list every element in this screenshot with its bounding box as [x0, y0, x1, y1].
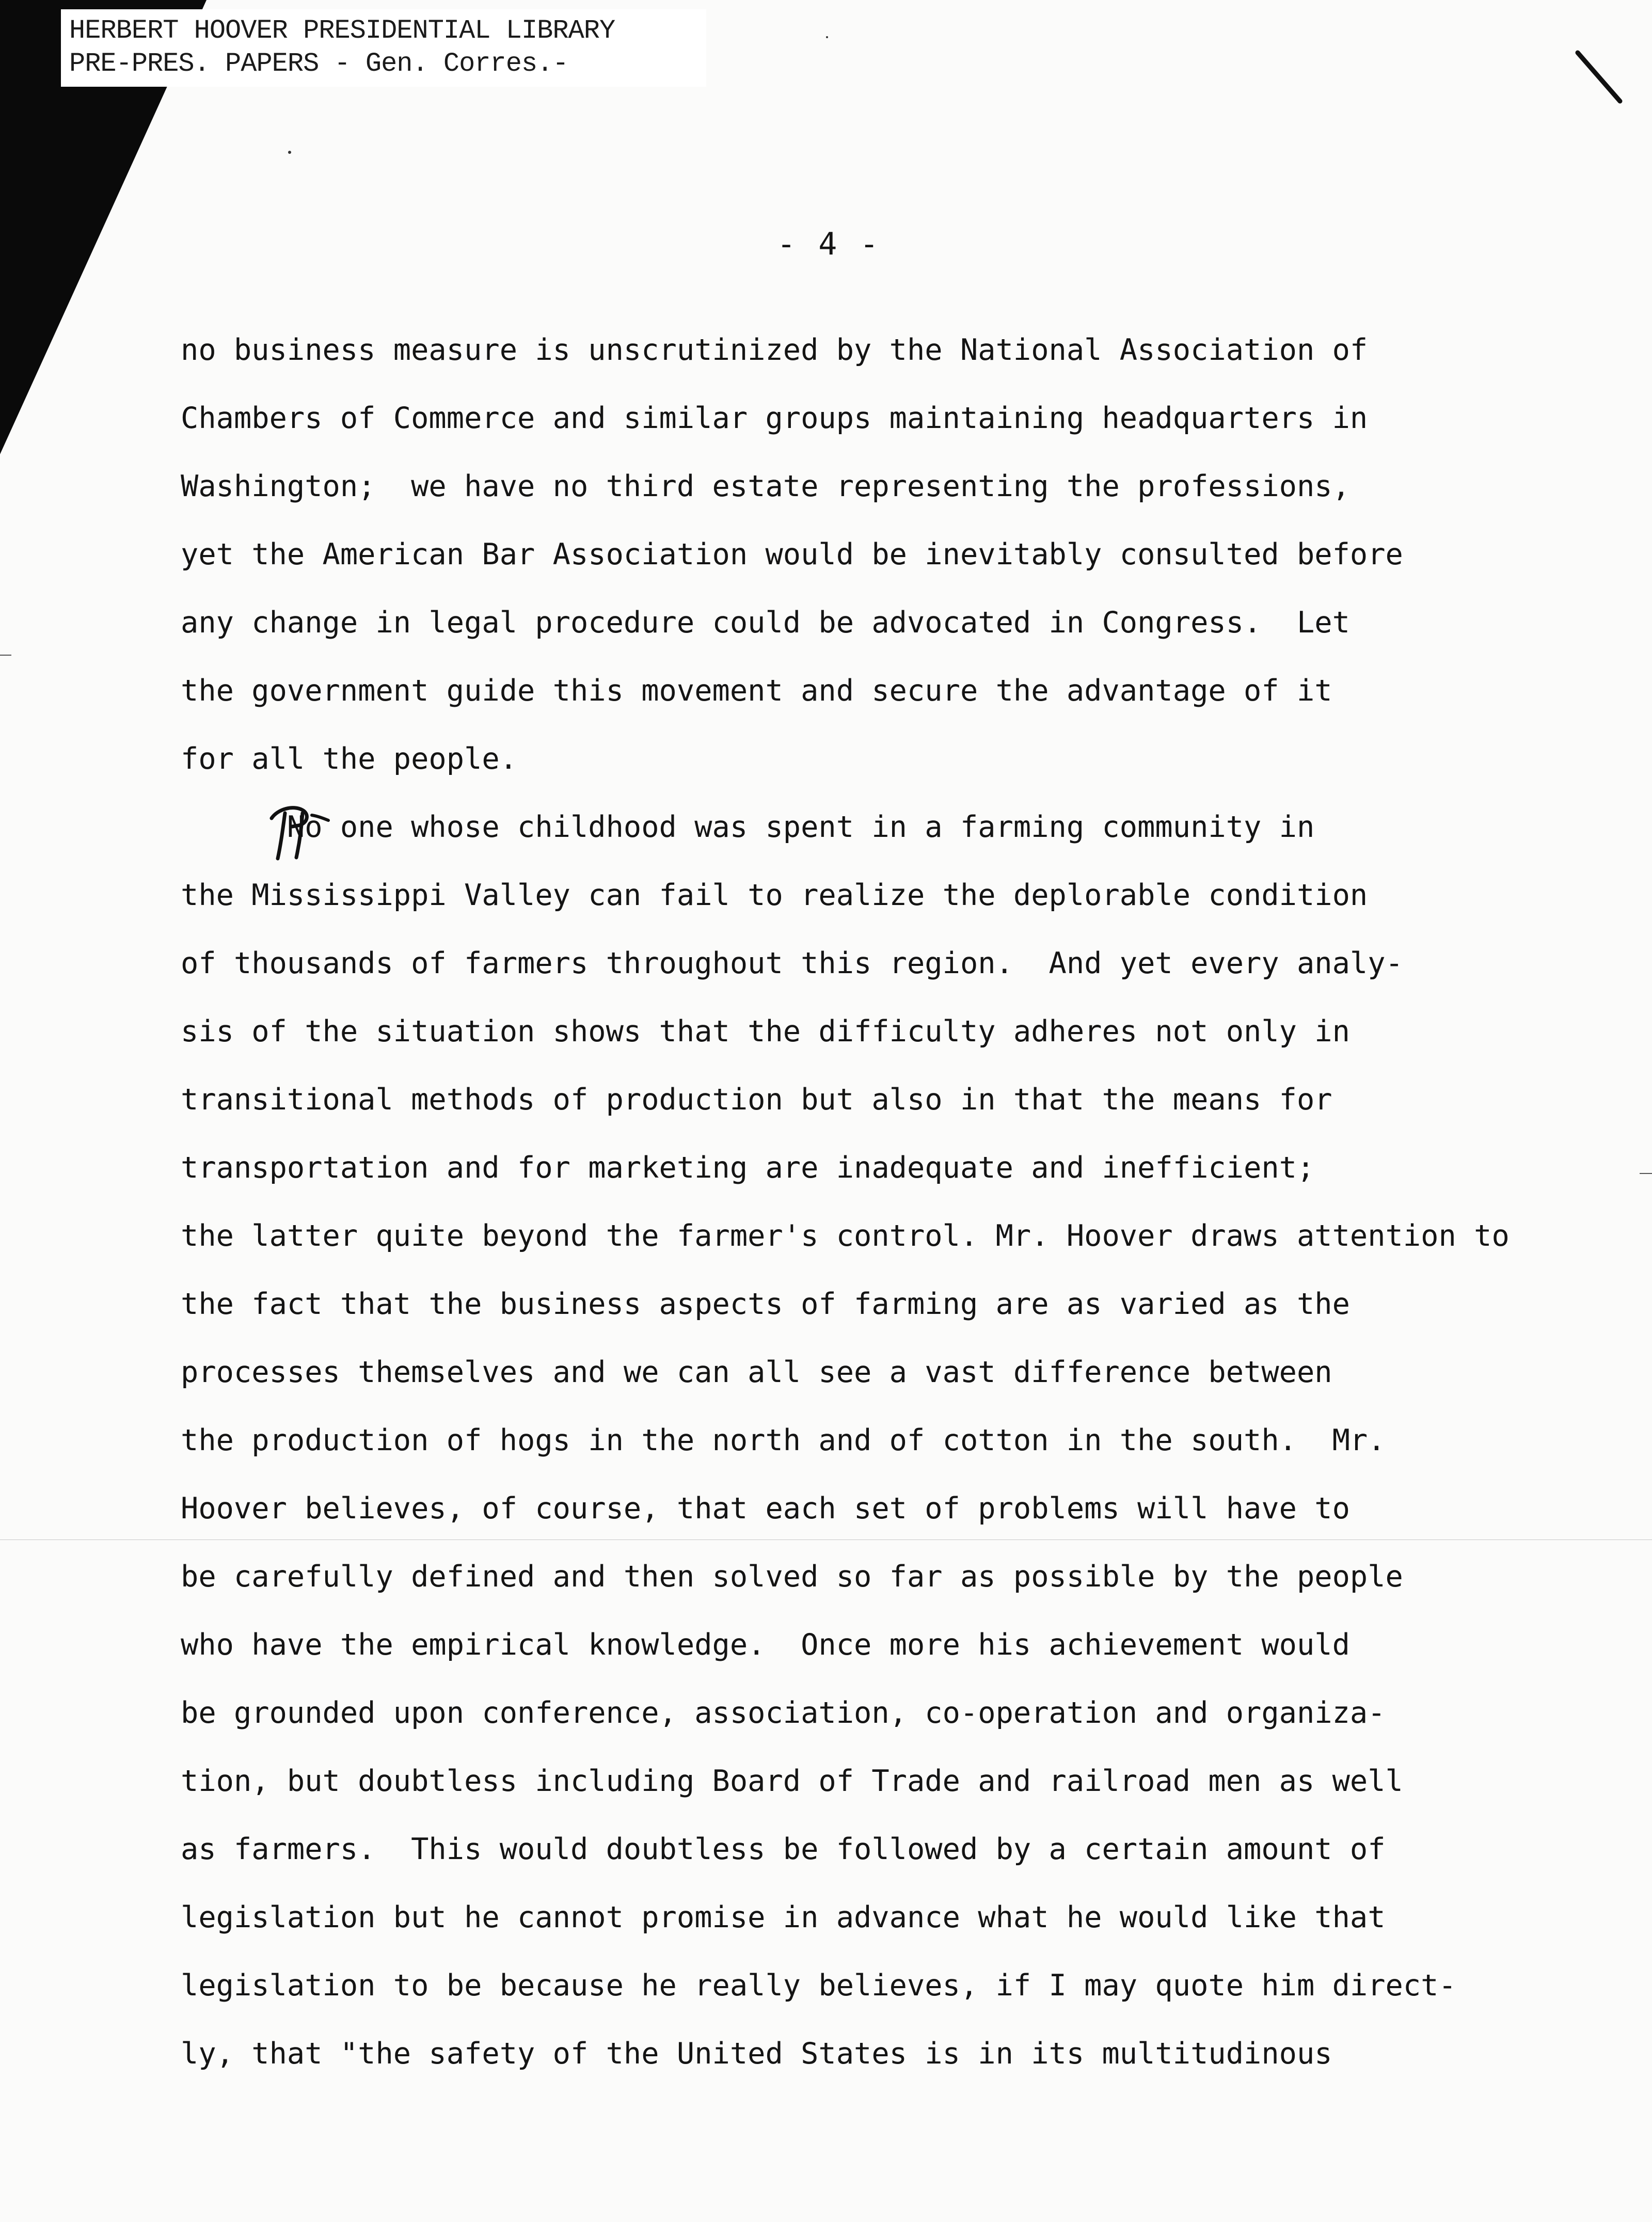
text-line: the Mississippi Valley can fail to realize the deplorable condition: [181, 878, 1368, 912]
text-line: No one whose childhood was spent in a farming community in: [181, 810, 1315, 844]
margin-tick: [0, 1539, 1652, 1540]
text-line: be grounded upon conference, association, co-operation and organiza-: [181, 1696, 1386, 1730]
text-line: legislation but he cannot promise in advance what he would like that: [181, 1900, 1386, 1934]
text-line: Chambers of Commerce and similar groups maintaining headquarters in: [181, 401, 1368, 435]
text-line: ly, that "the safety of the United States is in its multitudinous: [181, 2037, 1332, 2071]
margin-tick: [1640, 1173, 1652, 1174]
text-line: transitional methods of production but also in that the means for: [181, 1083, 1332, 1117]
text-line: the fact that the business aspects of farming are as varied as the: [181, 1287, 1350, 1321]
speck: [826, 36, 828, 38]
text-line: yet the American Bar Association would be inevitably consulted before: [181, 537, 1403, 572]
text-line: the production of hogs in the north and of cotton in the south. Mr.: [181, 1423, 1386, 1457]
text-line: for all the people.: [181, 742, 518, 776]
page-number: - 4 -: [777, 226, 881, 262]
text-line: any change in legal procedure could be advocated in Congress. Let: [181, 606, 1350, 640]
letter-body: [181, 316, 1585, 2088]
corner-slash-mark: [1575, 47, 1637, 109]
text-line: Washington; we have no third estate representing the professions,: [181, 469, 1350, 503]
text-line: sis of the situation shows that the difficulty adheres not only in: [181, 1014, 1350, 1049]
stamp-collection: PRE-PRES. PAPERS - Gen. Corres.-: [69, 49, 568, 79]
text-line: legislation to be because he really believes, if I may quote him direct-: [181, 1969, 1456, 2003]
text-line: the latter quite beyond the farmer's control. Mr. Hoover draws attention to: [181, 1219, 1510, 1253]
text-line: as farmers. This would doubtless be followed by a certain amount of: [181, 1832, 1386, 1866]
text-line: of thousands of farmers throughout this region. And yet every analy-: [181, 946, 1403, 980]
text-line: the government guide this movement and secure the advantage of it: [181, 674, 1332, 708]
text-line: be carefully defined and then solved so far as possible by the people: [181, 1560, 1403, 1594]
text-line: who have the empirical knowledge. Once more his achievement would: [181, 1628, 1350, 1662]
stamp-library-name: HERBERT HOOVER PRESIDENTIAL LIBRARY: [69, 15, 615, 46]
text-line: tion, but doubtless including Board of Trade and railroad men as well: [181, 1764, 1403, 1798]
text-line: processes themselves and we can all see a vast difference between: [181, 1355, 1332, 1389]
margin-tick: [0, 655, 11, 656]
handwritten-paragraph-mark: [262, 798, 335, 865]
text-line: transportation and for marketing are inadequate and inefficient;: [181, 1151, 1315, 1185]
speck: [288, 151, 291, 154]
text-line: no business measure is unscrutinized by the National Association of: [181, 333, 1368, 367]
text-line: Hoover believes, of course, that each set of problems will have to: [181, 1491, 1350, 1526]
archive-stamp: [61, 9, 706, 87]
